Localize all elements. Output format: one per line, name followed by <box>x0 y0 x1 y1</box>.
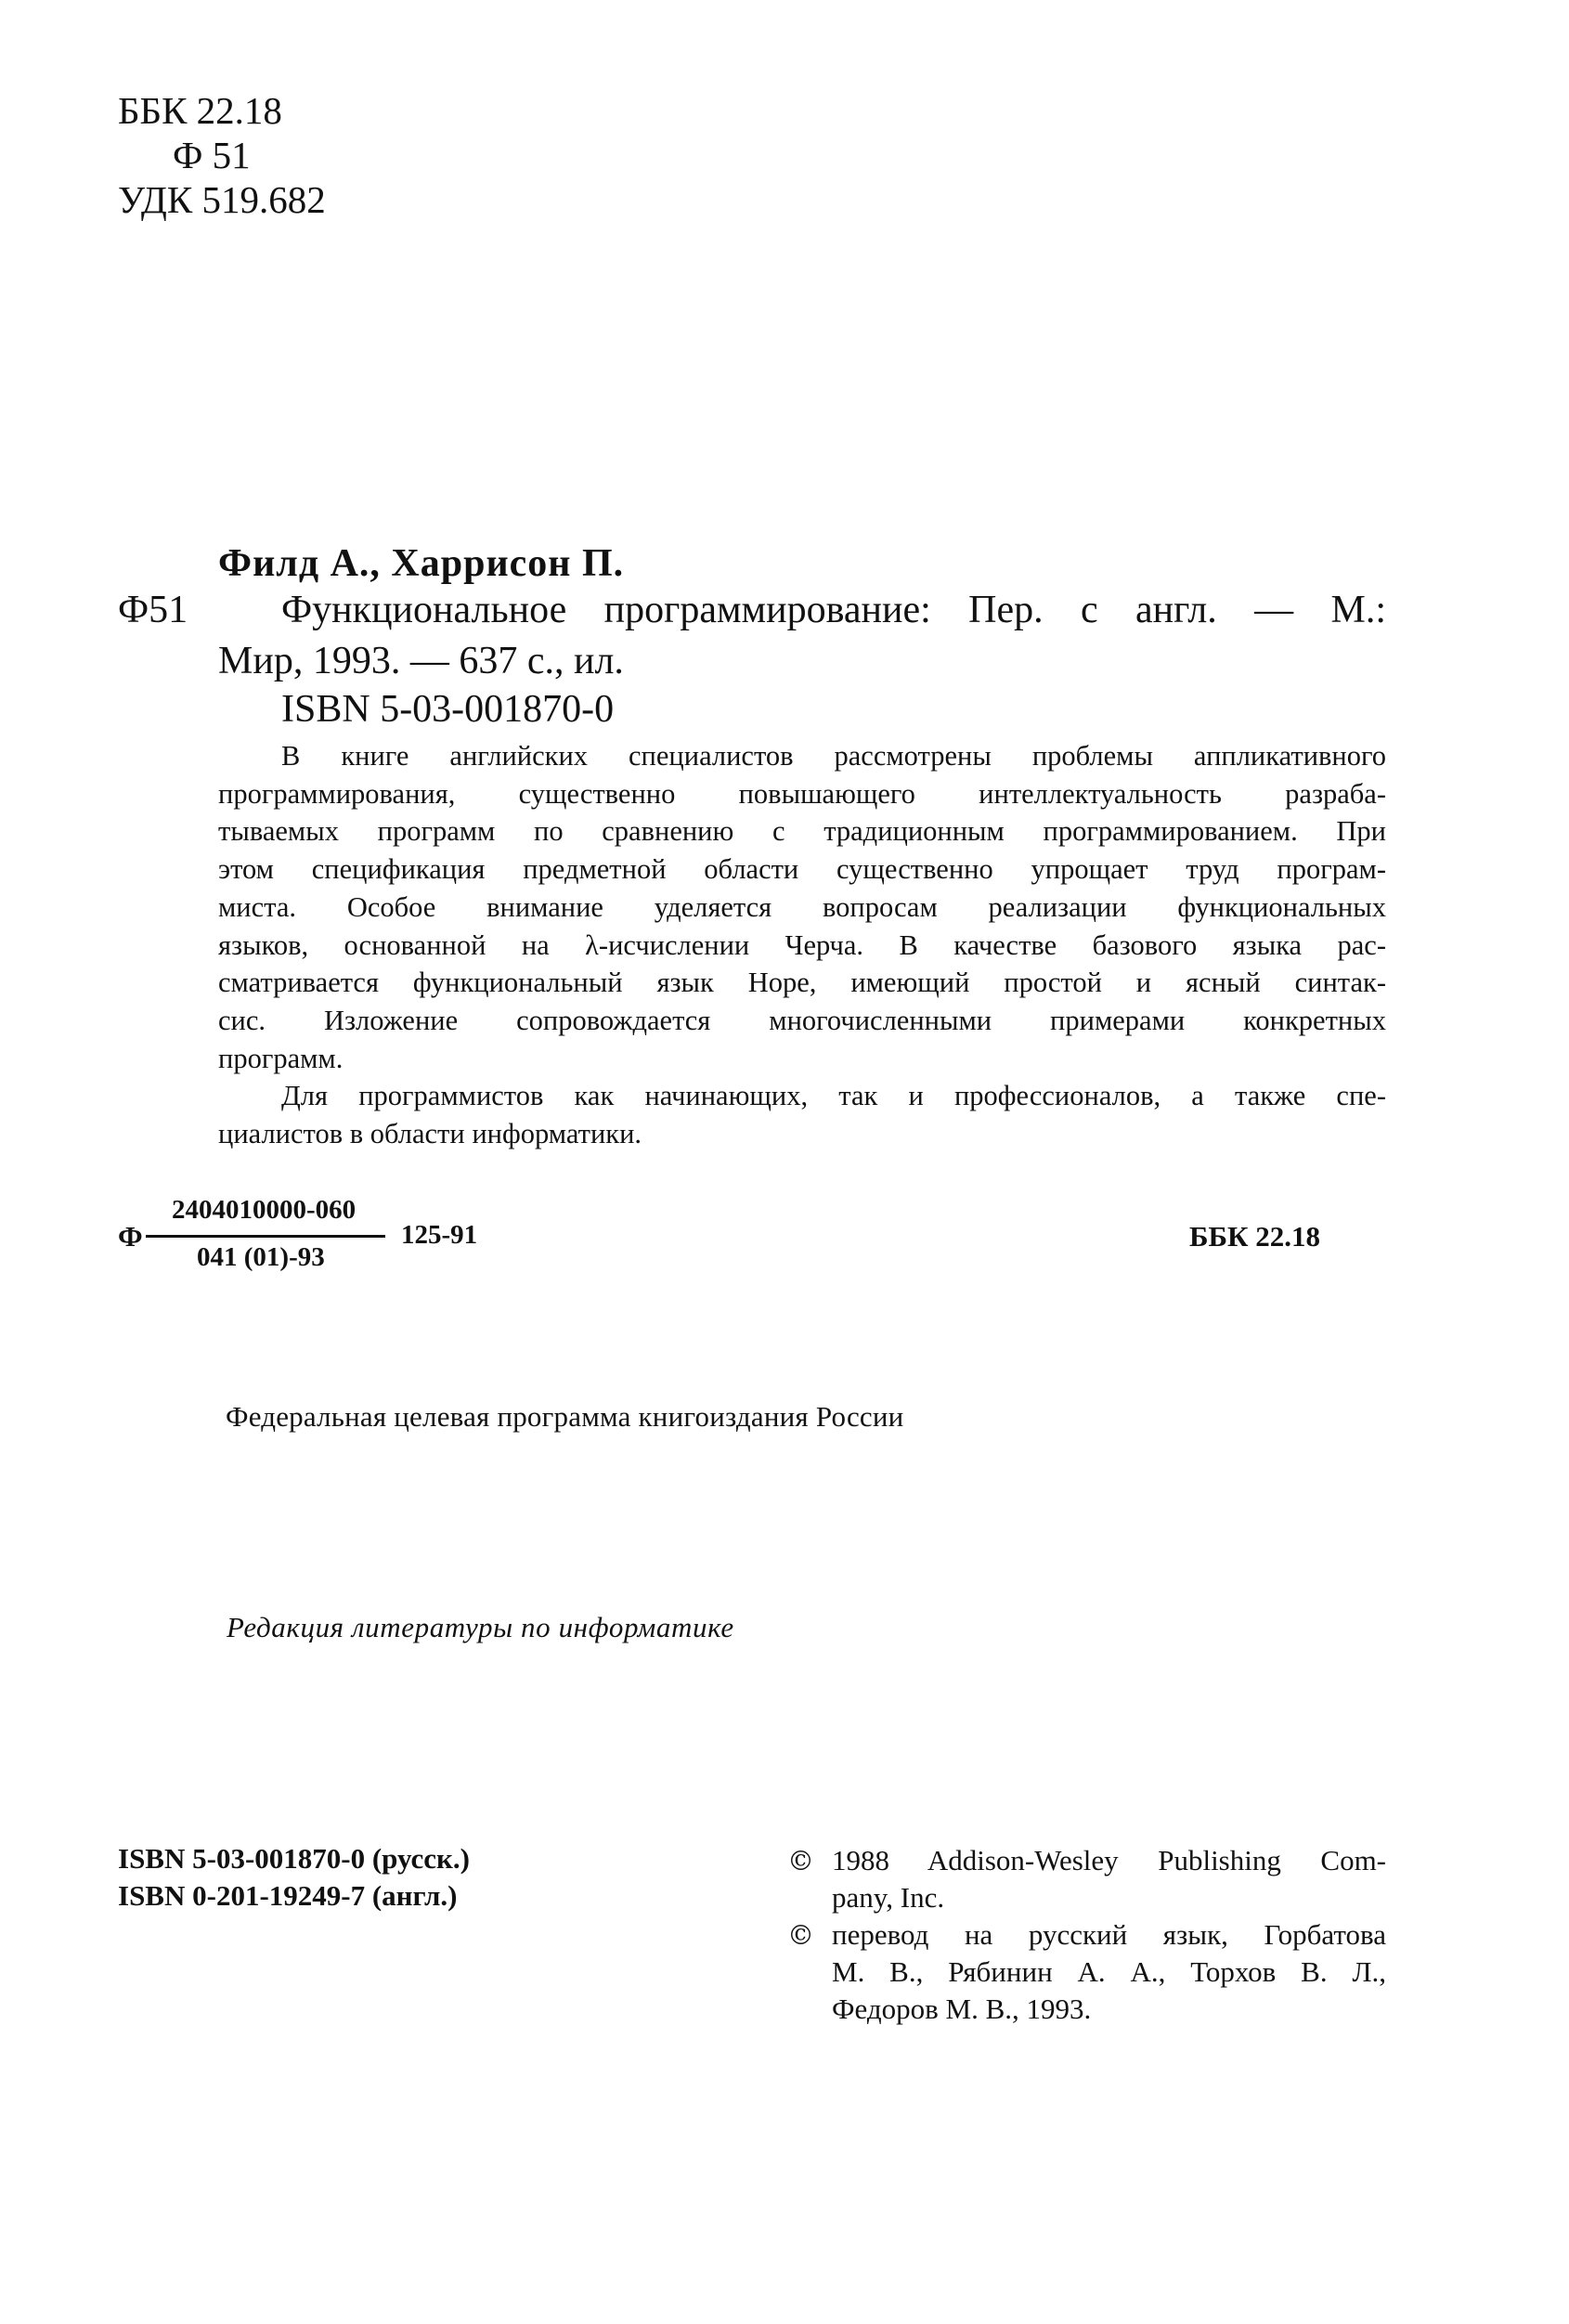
isbn-russian: ISBN 5-03-001870-0 (русск.) <box>118 1842 470 1875</box>
editorial-office: Редакция литературы по информатике <box>227 1611 734 1643</box>
card-title: Функциональное программирование: Пер. с англ. — М.: <box>281 589 1386 631</box>
author-mark: Ф 51 <box>173 134 251 176</box>
federal-program: Федеральная целевая программа книгоиздания России <box>226 1400 904 1433</box>
bbk-index: ББК 22.18 <box>118 89 282 132</box>
code-suffix: 125-91 <box>401 1220 478 1250</box>
card-publisher: Мир, 1993. — 637 с., ил. <box>218 640 624 682</box>
annotation-line: программ. <box>218 1042 344 1074</box>
annotation-line: миста. Особое внимание уделяется вопросам реализации функциональных <box>218 890 1386 923</box>
copyright-line: 1988 Addison-Wesley Publishing Com- <box>832 1844 1386 1876</box>
annotation-line: Для программистов как начинающих, так и профессионалов, а также спе- <box>281 1080 1386 1112</box>
fraction-bar <box>146 1235 385 1238</box>
annotation-line: сис. Изложение сопровождается многочисленными примерами конкретных <box>218 1004 1386 1036</box>
code-denominator: 041 (01)-93 <box>197 1242 325 1272</box>
annotation-paragraph-2 <box>218 1077 1386 1152</box>
copyright-line: pany, Inc. <box>832 1881 945 1914</box>
annotation-line: этом спецификация предметной области существенно упрощает труд програм- <box>218 853 1386 886</box>
copyright-translation <box>787 1916 1386 2028</box>
udk-index: УДК 519.682 <box>118 178 326 221</box>
copyright-line: перевод на русский язык, Горбатова <box>832 1918 1386 1951</box>
annotation-line: языков, основанной на λ-исчислении Черча. В качестве базового языка рас- <box>218 928 1386 961</box>
copyright-original <box>787 1842 1386 1916</box>
code-bbk: ББК 22.18 <box>1189 1220 1320 1253</box>
code-phi: Ф <box>118 1220 143 1253</box>
annotation-paragraph-1 <box>218 737 1386 1077</box>
copyright-block <box>787 1842 1386 2028</box>
annotation-line: программирования, существенно повышающего интеллектуальность разраба- <box>218 777 1386 810</box>
annotation-line: тываемых программ по сравнению с традиционным программированием. При <box>218 815 1386 848</box>
annotation-line: В книге английских специалистов рассмотрены проблемы аппликативного <box>281 740 1386 772</box>
card-isbn: ISBN 5-03-001870-0 <box>281 688 615 731</box>
annotation <box>218 737 1386 1153</box>
annotation-line: сматривается функциональный язык Норе, имеющий простой и ясный синтак- <box>218 967 1386 999</box>
code-numerator: 2404010000-060 <box>172 1195 357 1225</box>
annotation-line: циалистов в области информатики. <box>218 1118 642 1150</box>
copyright-icon: © <box>787 1845 814 1876</box>
card-authors: Филд А., Харрисон П. <box>218 542 625 585</box>
copyright-line: Федоров М. В., 1993. <box>832 1993 1092 2025</box>
isbn-english: ISBN 0-201-19249-7 (англ.) <box>118 1879 458 1912</box>
copyright-icon: © <box>787 1919 814 1951</box>
copyright-line: М. В., Рябинин А. А., Торхов В. Л., <box>832 1955 1386 1988</box>
card-code: Ф51 <box>118 589 188 631</box>
